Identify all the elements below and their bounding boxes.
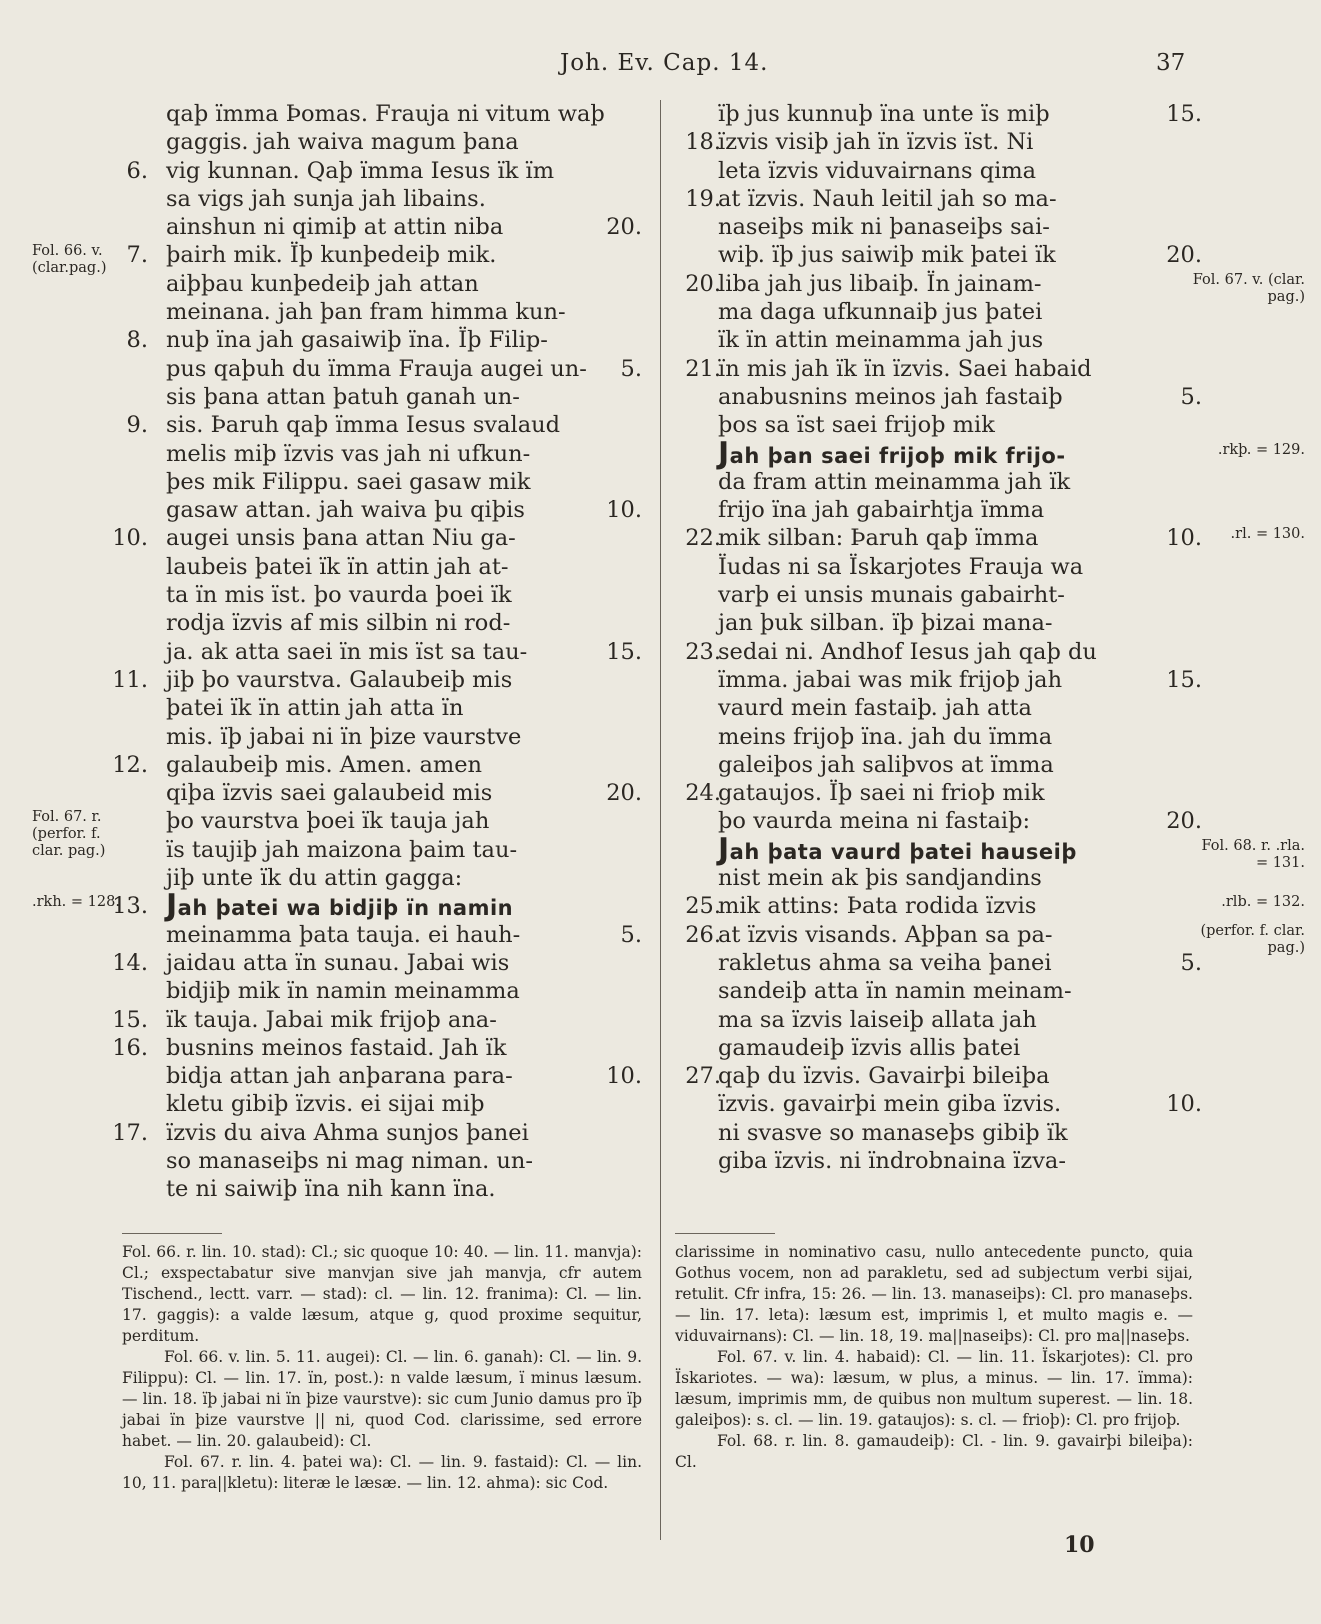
text-line — [661, 241, 1321, 269]
line-text: sa vigs jah sunja jah libains. — [166, 185, 486, 212]
text-line — [661, 864, 1321, 892]
text-line — [661, 666, 1321, 694]
footnote-paragraph: Fol. 67. v. lin. 4. habaid): Cl. — lin. 11. Ïskarjotes): Cl. pro Ïskariotes. — wa): læsum, w plus, a minus. — lin. 17. ïmma): læsum, imprimis mm, de quibus non multum superest. — lin. 18. galeiþos): s. cl. — lin. 19. gataujos): s. cl. — frioþ): Cl. pro frijoþ. — [675, 1348, 1193, 1429]
margin-note: Fol. 68. r. .rla. = 131. — [1201, 837, 1305, 871]
line-text: Jah þatei wa bidjiþ ïn namin — [166, 888, 514, 924]
verse-number: 16. — [112, 1034, 148, 1061]
line-text: meins frijoþ ïna. jah du ïmma — [718, 723, 1053, 750]
verse-number: 23. — [685, 638, 721, 665]
footnote-paragraph: Fol. 66. v. lin. 5. 11. augei): Cl. — lin. 6. ganah): Cl. — lin. 9. Filippu): Cl. — lin. 17. ïn, post.): n valde læsum, ï minus læsum. — lin. 18. ïþ jabai ni ïn þize vaurstve): sic cum Junio damus pro ïþ jabai ïn þize vaurstve || ni, quod Cod. clarissime, sed errore habet. — lin. 20. galaubeid): Cl. — [122, 1348, 642, 1450]
line-text: mik silban: Þaruh qaþ ïmma — [718, 525, 1039, 552]
line-number: 5. — [620, 921, 642, 948]
text-line — [661, 213, 1321, 241]
line-text: giba ïzvis. ni ïndrobnaina ïzva- — [718, 1147, 1066, 1174]
line-text: da fram attin meinamma jah ïk — [718, 468, 1071, 495]
line-text: gaggis. jah waiva magum þana — [166, 129, 519, 156]
verse-number: 21. — [685, 355, 721, 382]
line-text: galaubeiþ mis. Amen. amen — [166, 751, 483, 778]
line-number: 10. — [606, 497, 642, 524]
line-text: naseiþs mik ni þanaseiþs sai- — [718, 214, 1050, 241]
verse-number: 6. — [126, 157, 148, 184]
text-line — [661, 638, 1321, 666]
text-line — [661, 355, 1321, 383]
text-line — [661, 435, 1321, 471]
verse-number: 26. — [685, 921, 721, 948]
text-line — [661, 723, 1321, 751]
text-line — [661, 468, 1321, 496]
line-number: 10. — [1166, 525, 1202, 552]
text-line — [661, 921, 1321, 956]
line-text: ta ïn mis ïst. þo vaurda þoei ïk — [166, 582, 512, 609]
line-text: ïn mis jah ïk ïn ïzvis. Saei habaid — [718, 355, 1092, 382]
line-number: 15. — [1166, 666, 1202, 693]
line-text: nuþ ïna jah gasaiwiþ ïna. Ïþ Filip- — [166, 327, 548, 354]
text-line — [0, 128, 660, 156]
line-text: jiþ unte ïk du attin gagga: — [166, 865, 463, 892]
text-line — [661, 326, 1321, 354]
line-text: jiþ þo vaurstva. Galaubeiþ mis — [166, 666, 513, 693]
text-line — [661, 1062, 1321, 1090]
line-text: ma daga ufkunnaiþ jus þatei — [718, 299, 1043, 326]
text-line — [661, 807, 1321, 835]
footnote-paragraph: Fol. 67. r. lin. 4. þatei wa): Cl. — lin. 9. fastaid): Cl. — lin. 10, 11. para||kletu): literæ le læsæ. — lin. 12. ahma): sic Cod. — [122, 1453, 642, 1492]
text-line — [661, 298, 1321, 326]
line-text: þo vaurstva þoei ïk tauja jah — [166, 808, 490, 835]
verse-number: 7. — [126, 242, 148, 269]
verse-number: 15. — [112, 1006, 148, 1033]
verse-number: 18. — [685, 129, 721, 156]
line-text: bidja attan jah anþarana para- — [166, 1063, 513, 1090]
line-text: sedai ni. Andhof Iesus jah qaþ du — [718, 638, 1097, 665]
initial-capital: J — [718, 831, 730, 867]
line-text: ïþ jus kunnuþ ïna unte ïs miþ — [718, 101, 1050, 127]
text-line — [0, 355, 660, 383]
line-text: Ïudas ni sa Ïskarjotes Frauja wa — [718, 553, 1084, 580]
line-text: þatei ïk ïn attin jah atta ïn — [166, 695, 464, 722]
line-number: 5. — [1180, 383, 1202, 410]
text-line — [0, 1119, 660, 1147]
footnote-paragraph: clarissime in nominativo casu, nullo antecedente puncto, quia Gothus vocem, non ad parakletu, sed ad subjectum verbi sijai, retulit. Cfr infra, 15: 26. — lin. 13. manaseiþs): Cl. pro manaseþs. — lin. 17. leta): læsum est, imprimis l, et multo magis e. — viduvairnans): Cl. — lin. 18, 19. ma||naseiþs): Cl. pro ma||naseþs. — [675, 1243, 1193, 1345]
text-line — [0, 666, 660, 694]
text-line — [0, 888, 660, 924]
line-text: jan þuk silban. ïþ þizai mana- — [718, 610, 1053, 637]
verse-number: 22. — [685, 525, 721, 552]
text-line — [661, 496, 1321, 524]
text-line — [0, 383, 660, 411]
verse-number: 14. — [112, 949, 148, 976]
line-text: augei unsis þana attan Niu ga- — [166, 525, 516, 552]
line-text: ïzvis visiþ jah ïn ïzvis ïst. Ni — [718, 129, 1034, 156]
text-line — [0, 270, 660, 298]
text-line — [661, 779, 1321, 807]
line-text: liba jah jus libaiþ. Ïn jainam- — [718, 270, 1042, 297]
line-text: ni svasve so manaseþs gibiþ ïk — [718, 1119, 1068, 1146]
text-line — [661, 949, 1321, 977]
line-text: þairh mik. Ïþ kunþedeiþ mik. — [166, 242, 497, 269]
text-line — [0, 553, 660, 581]
right-text-column — [661, 100, 1321, 1175]
line-text: bidjiþ mik ïn namin meinamma — [166, 978, 520, 1005]
verse-number: 13. — [112, 893, 148, 920]
line-text: gasaw attan. jah waiva þu qiþis — [166, 497, 525, 524]
line-text: vaurd mein fastaiþ. jah atta — [718, 695, 1032, 722]
text-line — [661, 1090, 1321, 1118]
text-line — [661, 524, 1321, 552]
margin-note: Fol. 67. v. (clar. pag.) — [1192, 271, 1305, 305]
verse-number: 12. — [112, 751, 148, 778]
text-line — [661, 128, 1321, 156]
line-text: qaþ ïmma Þomas. Frauja ni vitum waþ — [166, 101, 605, 127]
text-line — [661, 751, 1321, 779]
verse-number: 27. — [685, 1063, 721, 1090]
margin-note: .rl. = 130. — [1230, 526, 1305, 543]
text-line — [0, 609, 660, 637]
line-text: qaþ du ïzvis. Gavairþi bileiþa — [718, 1063, 1050, 1090]
line-number: 10. — [1166, 1091, 1202, 1118]
line-text: ïzvis du aiva Ahma sunjos þanei — [166, 1119, 529, 1146]
verse-number: 17. — [112, 1119, 148, 1146]
verse-number: 10. — [112, 525, 148, 552]
text-line — [0, 723, 660, 751]
line-text: aiþþau kunþedeiþ jah attan — [166, 270, 479, 297]
text-line — [0, 1062, 660, 1090]
line-text: laubeis þatei ïk ïn attin jah at- — [166, 553, 509, 580]
line-text: ïs taujiþ jah maizona þaim tau- — [166, 836, 518, 863]
line-text: busnins meinos fastaid. Jah ïk — [166, 1034, 507, 1061]
verse-number: 25. — [685, 893, 721, 920]
text-line — [0, 100, 660, 128]
line-text: varþ ei unsis munais gabairht- — [718, 582, 1065, 609]
line-text: sis. Þaruh qaþ ïmma Iesus svalaud — [166, 412, 561, 439]
text-line — [0, 694, 660, 722]
footnote-paragraph: Fol. 68. r. lin. 8. gamaudeiþ): Cl. - lin. 9. gavairþi bileiþa): Cl. — [675, 1432, 1193, 1471]
line-number: 20. — [606, 780, 642, 807]
text-line — [0, 468, 660, 496]
text-line — [661, 1006, 1321, 1034]
text-line — [661, 100, 1321, 128]
text-line — [0, 1006, 660, 1034]
line-text: sis þana attan þatuh ganah un- — [166, 383, 520, 410]
text-line — [661, 270, 1321, 305]
text-line — [0, 213, 660, 241]
text-line — [0, 581, 660, 609]
line-text: at ïzvis visands. Aþþan sa pa- — [718, 921, 1053, 948]
line-text: wiþ. ïþ jus saiwiþ mik þatei ïk — [718, 242, 1056, 269]
line-text: ïzvis. gavairþi mein giba ïzvis. — [718, 1091, 1062, 1118]
signature-mark: 10 — [1064, 1532, 1095, 1558]
line-number: 20. — [1166, 242, 1202, 269]
line-number: 20. — [1166, 808, 1202, 835]
line-text: sandeiþ atta ïn namin meinam- — [718, 978, 1072, 1005]
line-number: 10. — [606, 1063, 642, 1090]
text-line — [0, 1175, 660, 1203]
line-text: kletu gibiþ ïzvis. ei sijai miþ — [166, 1091, 485, 1118]
line-text: so manaseiþs ni mag niman. un- — [166, 1147, 534, 1174]
margin-note: .rkþ. = 129. — [1217, 441, 1305, 458]
text-line — [0, 496, 660, 524]
line-text: ma sa ïzvis laiseiþ allata jah — [718, 1006, 1037, 1033]
line-text: pus qaþuh du ïmma Frauja augei un- — [166, 355, 587, 382]
page-header — [0, 50, 1321, 84]
text-line — [661, 581, 1321, 609]
text-line — [0, 836, 660, 864]
text-line — [0, 185, 660, 213]
line-text: galeiþos jah saliþvos at ïmma — [718, 751, 1054, 778]
text-line — [661, 977, 1321, 1005]
line-text: ja. ak atta saei ïn mis ïst sa tau- — [166, 638, 528, 665]
text-line — [661, 694, 1321, 722]
page-number: 37 — [1156, 50, 1186, 76]
footnote-rule-left — [122, 1233, 222, 1234]
line-number: 20. — [606, 214, 642, 241]
line-text: meinamma þata tauja. ei hauh- — [166, 921, 521, 948]
line-text: þes mik Filippu. saei gasaw mik — [166, 468, 531, 495]
line-text: frijo ïna jah gabairhtja ïmma — [718, 497, 1045, 524]
line-text: Jah þata vaurd þatei hauseiþ — [718, 831, 1077, 867]
margin-note: Fol. 67. r. (perfor. f. clar. pag.) — [32, 809, 106, 860]
text-line — [661, 1119, 1321, 1147]
line-text: nist mein ak þis sandjandins — [718, 865, 1042, 892]
line-text: ïk ïn attin meinamma jah jus — [718, 327, 1044, 354]
text-line — [661, 609, 1321, 637]
text-line — [0, 241, 660, 277]
line-text: at ïzvis. Nauh leitil jah so ma- — [718, 185, 1057, 212]
line-number: 15. — [1166, 101, 1202, 127]
text-line — [661, 411, 1321, 439]
text-line — [0, 524, 660, 552]
text-line — [0, 298, 660, 326]
text-line — [0, 977, 660, 1005]
verse-number: 19. — [685, 185, 721, 212]
initial-capital: J — [718, 435, 730, 471]
text-line — [0, 1090, 660, 1118]
line-text: ainshun ni qimiþ at attin niba — [166, 214, 504, 241]
footnote-rule-right — [675, 1233, 775, 1234]
line-text: þos sa ïst saei frijoþ mik — [718, 412, 995, 439]
text-line — [0, 779, 660, 807]
text-line — [661, 892, 1321, 920]
text-line — [0, 1034, 660, 1062]
text-line — [0, 411, 660, 439]
verse-number: 20. — [685, 270, 721, 297]
line-text: te ni saiwiþ ïna nih kann ïna. — [166, 1176, 496, 1203]
line-text: gataujos. Ïþ saei ni frioþ mik — [718, 780, 1045, 807]
left-text-column — [0, 100, 660, 1204]
line-text: þo vaurda meina ni fastaiþ: — [718, 808, 1031, 835]
line-number: 15. — [606, 638, 642, 665]
footnotes-right — [675, 1242, 1193, 1473]
text-line — [661, 1034, 1321, 1062]
line-text: mis. ïþ jabai ni ïn þize vaurstve — [166, 723, 522, 750]
margin-note: Fol. 66. v. (clar.pag.) — [32, 243, 107, 277]
line-text: gamaudeiþ ïzvis allis þatei — [718, 1034, 1021, 1061]
line-text: rodja ïzvis af mis silbin ni rod- — [166, 610, 511, 637]
line-text: Jah þan saei frijoþ mik frijo- — [718, 435, 1066, 471]
line-text: jaidau atta ïn sunau. Jabai wis — [166, 949, 510, 976]
text-line — [661, 553, 1321, 581]
footnote-paragraph: Fol. 66. r. lin. 10. stad): Cl.; sic quoque 10: 40. — lin. 11. manvja): Cl.; exspectabatur sive manvjan sive jah manvja, cfr autem Tischend., lectt. varr. — stad): cl. — lin. 12. franima): Cl. — lin. 17. gaggis): a valde læsum, atque g, quod proxime sequitur, perditum. — [122, 1243, 642, 1345]
text-line — [0, 1147, 660, 1175]
verse-number: 8. — [126, 327, 148, 354]
line-text: mik attins: Þata rodida ïzvis — [718, 893, 1037, 920]
text-line — [0, 638, 660, 666]
verse-number: 9. — [126, 412, 148, 439]
line-text: anabusnins meinos jah fastaiþ — [718, 383, 1063, 410]
line-number: 5. — [620, 355, 642, 382]
verse-number: 24. — [685, 780, 721, 807]
line-text: leta ïzvis viduvairnans qima — [718, 157, 1037, 184]
text-line — [0, 157, 660, 185]
footnotes-left — [122, 1242, 642, 1494]
line-text: melis miþ ïzvis vas jah ni ufkun- — [166, 440, 531, 467]
initial-capital: J — [166, 888, 178, 924]
text-line — [661, 1147, 1321, 1175]
text-line — [661, 383, 1321, 411]
text-line — [0, 440, 660, 468]
line-text: ïmma. jabai was mik frijoþ jah — [718, 666, 1063, 693]
text-line — [0, 326, 660, 354]
margin-note: .rkh. = 128. — [32, 894, 120, 911]
running-title: Joh. Ev. Cap. 14. — [560, 50, 769, 76]
line-text: ïk tauja. Jabai mik frijoþ ana- — [166, 1006, 497, 1033]
text-line — [661, 831, 1321, 871]
line-text: qiþa ïzvis saei galaubeid mis — [166, 780, 493, 807]
text-line — [0, 949, 660, 977]
line-number: 5. — [1180, 949, 1202, 976]
text-line — [0, 864, 660, 892]
line-text: vig kunnan. Qaþ ïmma Iesus ïk ïm — [166, 157, 555, 184]
margin-note: (perfor. f. clar. pag.) — [1200, 922, 1305, 956]
text-line — [0, 751, 660, 779]
text-line — [661, 157, 1321, 185]
margin-note: .rlb. = 132. — [1221, 894, 1305, 911]
line-text: meinana. jah þan fram himma kun- — [166, 299, 566, 326]
text-line — [0, 921, 660, 949]
text-line — [661, 185, 1321, 213]
verse-number: 11. — [112, 666, 148, 693]
line-text: rakletus ahma sa veiha þanei — [718, 949, 1052, 976]
